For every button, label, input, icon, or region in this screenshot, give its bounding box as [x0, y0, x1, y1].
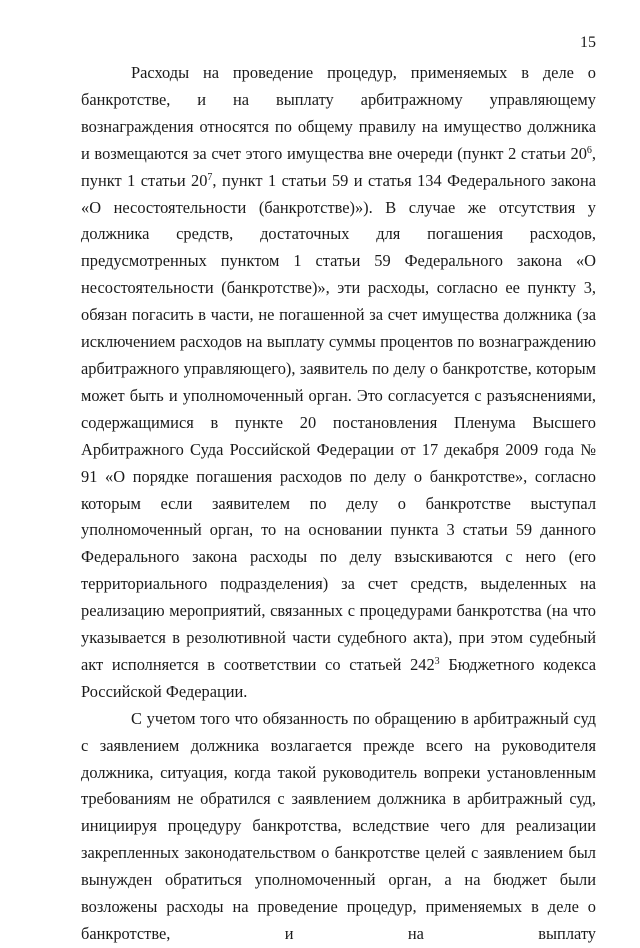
paragraph-1 [81, 60, 596, 706]
paragraph-text: Бюджетного кодекса Российской Федерации. [81, 654, 596, 701]
paragraph-text: , пункт 1 статьи 20 [81, 143, 596, 190]
paragraph-text: С учетом того что обязанность по обращению в арбитражный суд с заявлением должника возлагается прежде всего на руководителя должника, ситуация, когда такой руководитель вопреки установленным требованиям не обратился с заявлением должника в арбитражный суд, инициируя процедуру банкротства, вследствие чего для реализации закрепленных законодательством о банкротстве целей с заявлением был вынужден обратиться уполномоченный орган, а на бюджет были возложены расходы на проведение процедур, применяемых в деле о банкротстве, и на выплату [81, 708, 596, 943]
document-body [81, 60, 596, 948]
paragraph-text: , пункт 1 статьи 59 и статья 134 Федерального закона «О несостоятельности (банкротстве)»). В случае же отсутствия у должника средств, достаточных для погашения расходов, предусмотренных пунктом 1 статьи 59 Федерального закона «О несостоятельности (банкротстве)», эти расходы, согласно ее пункту 3, обязан погасить в части, не погашенной за счет имущества должника (за исключением расходов на выплату суммы процентов по вознаграждению арбитражного управляющего), заявитель по делу о банкротстве, которым может быть и уполномоченный орган. Это согласуется с разъяснениями, содержащимися в пункте 20 постановления Пленума Высшего Арбитражного Суда Российской Федерации от 17 декабря 2009 года № 91 «О порядке погашения расходов по делу о банкротстве», согласно которым если заявителем по делу о банкротстве выступал уполномоченный орган, то на основании пункта 3 статьи 59 данного Федерального закона расходы по делу взыскиваются с него (его территориального подразделения) за счет средств, выделенных на реализацию мероприятий, связанных с процедурами банкротства (на что указывается в резолютивной части судебного акта), при этом судебный акт исполняется в соответствии со статьей 242 [81, 170, 596, 674]
page-number: 15 [580, 34, 596, 51]
footnote-superscript: 7 [207, 171, 213, 183]
footnote-superscript: 6 [586, 144, 592, 156]
footnote-superscript: 3 [434, 655, 440, 667]
paragraph-text: Расходы на проведение процедур, применяемых в деле о банкротстве, и на выплату арбитражному управляющему вознаграждения относятся по общему правилу на имущество должника и возмещаются за счет этого имущества вне очереди (пункт 2 статьи 20 [81, 63, 596, 163]
paragraph-2 [81, 706, 596, 948]
